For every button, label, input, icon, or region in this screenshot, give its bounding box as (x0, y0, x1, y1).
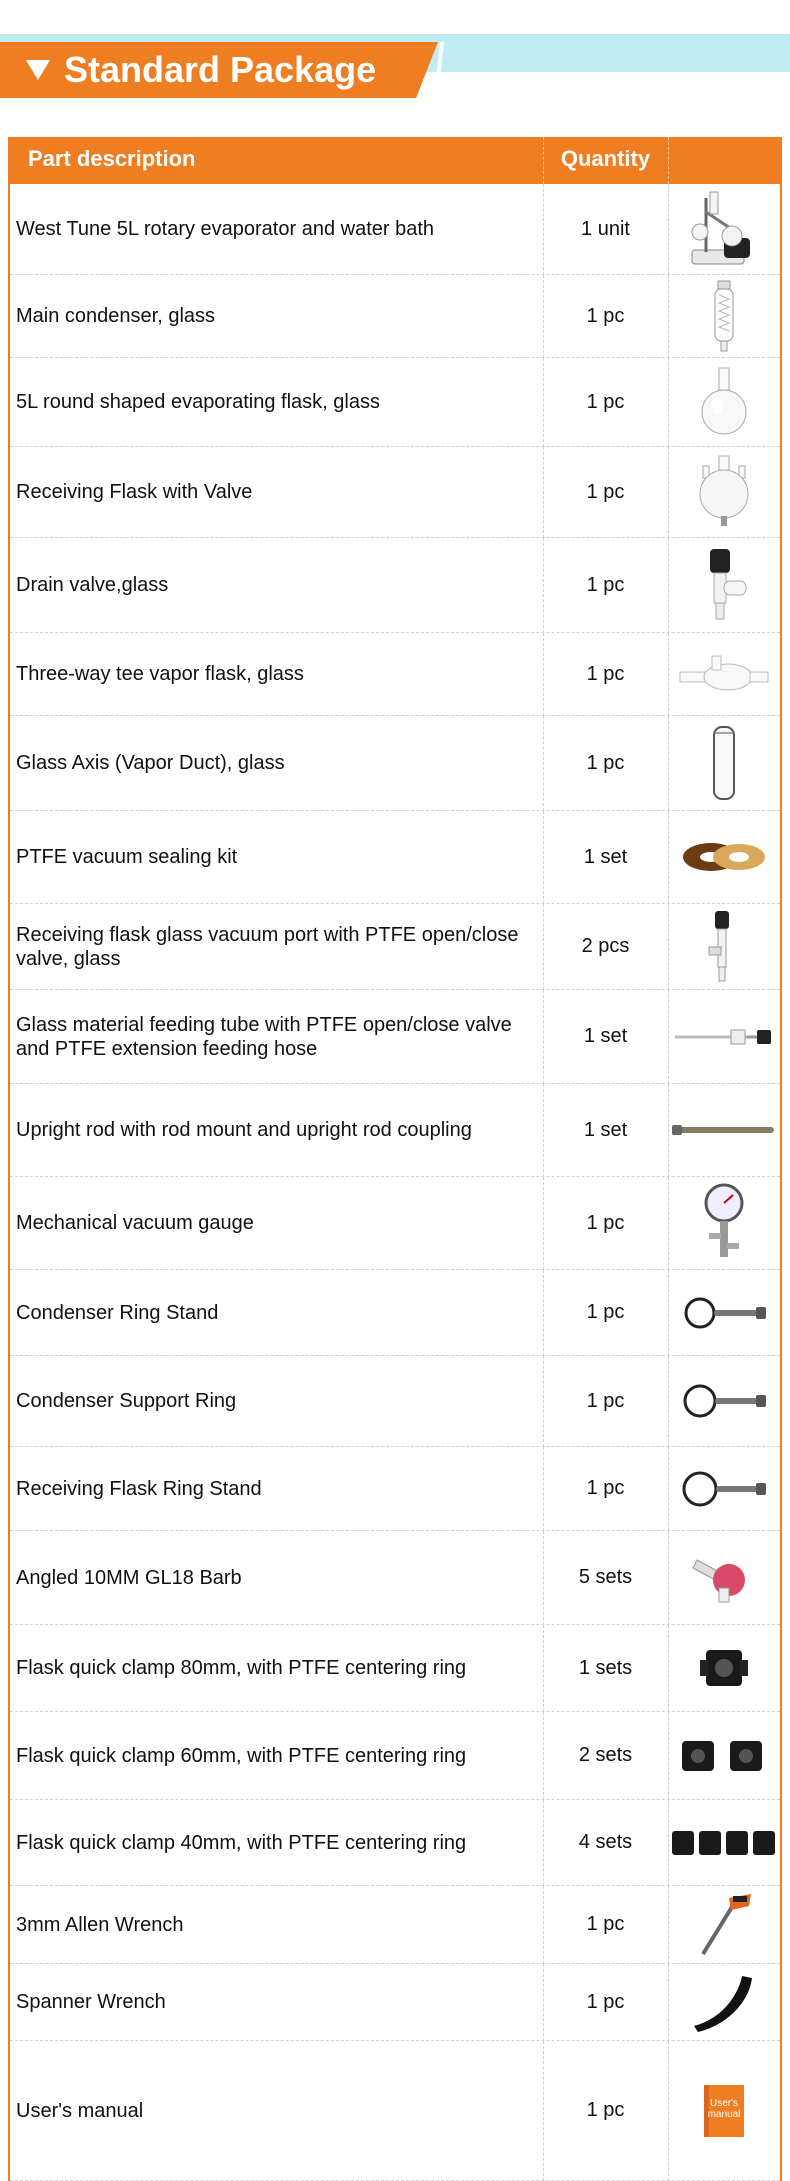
part-quantity: 1 pc (586, 573, 625, 596)
part-description: Receiving flask glass vacuum port with PTFE open/close valve, glass (16, 923, 519, 970)
column-divider (668, 1177, 669, 1270)
column-divider (543, 358, 544, 447)
table-row (10, 633, 780, 716)
part-quantity: 1 pc (586, 1389, 625, 1412)
column-divider (668, 1886, 669, 1964)
part-description: Glass Axis (Vapor Duct), glass (16, 752, 285, 774)
table-row (10, 716, 780, 811)
column-divider (543, 1964, 544, 2041)
part-quantity: 1 set (583, 1025, 628, 1047)
table-row (10, 990, 780, 1084)
part-description: Condenser Support Ring (16, 1390, 237, 1412)
column-divider (543, 716, 544, 811)
column-divider (543, 1177, 544, 1270)
header-divider (543, 137, 544, 184)
table-row (10, 1356, 780, 1447)
column-divider (543, 990, 544, 1084)
column-divider (543, 811, 544, 904)
manual-cover-text: User's manual (707, 2097, 741, 2120)
condenser-icon (668, 275, 780, 357)
part-description: Condenser Ring Stand (16, 1301, 219, 1324)
column-divider (543, 1886, 544, 1964)
vacuum-gauge-icon (668, 1177, 780, 1269)
part-description: 3mm Allen Wrench (16, 1913, 184, 1936)
part-quantity: 2 pcs (581, 935, 630, 957)
column-divider (668, 1712, 669, 1800)
table-row (10, 1886, 780, 1964)
manual-icon (668, 2041, 780, 2180)
vacuum-port-icon (668, 904, 780, 989)
tee-flask-icon (668, 633, 780, 715)
part-quantity: 1 set (583, 1118, 628, 1141)
barb-icon (668, 1531, 780, 1624)
column-divider (668, 1531, 669, 1625)
part-description: Flask quick clamp 60mm, with PTFE centering ring (16, 1744, 467, 1767)
table-row (10, 811, 780, 904)
part-quantity: 1 set (583, 845, 628, 868)
drain-valve-icon (668, 538, 780, 632)
column-divider (668, 1447, 669, 1531)
part-description: Mechanical vacuum gauge (16, 1212, 254, 1234)
table-row (10, 184, 780, 275)
column-divider (668, 811, 669, 904)
header-divider (668, 137, 669, 184)
support-ring-icon (668, 1356, 780, 1446)
part-description: West Tune 5L rotary evaporator and water bath (16, 218, 435, 240)
part-description: 5L round shaped evaporating flask, glass (16, 391, 380, 413)
column-divider (543, 1356, 544, 1447)
column-divider (668, 1084, 669, 1177)
column-divider (668, 2041, 669, 2181)
table-row (10, 1270, 780, 1356)
part-description: Drain valve,glass (16, 574, 169, 596)
table-row (10, 358, 780, 447)
table-row (10, 1447, 780, 1531)
column-divider (543, 904, 544, 990)
part-description: Receiving Flask with Valve (16, 481, 253, 503)
part-quantity: 1 pc (586, 480, 625, 503)
part-quantity: 4 sets (578, 1831, 633, 1853)
feeding-tube-icon (668, 990, 780, 1083)
table-row (10, 1625, 780, 1712)
column-divider (543, 2041, 544, 2181)
column-divider (668, 358, 669, 447)
column-divider (543, 633, 544, 716)
column-divider (543, 1084, 544, 1177)
table-row (10, 1177, 780, 1270)
table-row (10, 1712, 780, 1800)
part-description: Flask quick clamp 40mm, with PTFE centering ring (16, 1831, 467, 1854)
clamp-40-icon (668, 1800, 780, 1885)
part-quantity: 5 sets (578, 1566, 633, 1588)
table-row (10, 275, 780, 358)
table-row (10, 538, 780, 633)
allen-wrench-icon (668, 1886, 780, 1963)
part-description: Glass material feeding tube with PTFE open/close valve and PTFE extension feeding hose (16, 1013, 512, 1060)
column-divider (543, 1447, 544, 1531)
part-description: User's manual (16, 2099, 144, 2122)
spanner-wrench-icon (668, 1964, 780, 2040)
part-quantity: 1 pc (586, 1477, 625, 1499)
column-divider (543, 1625, 544, 1712)
part-description: Main condenser, glass (16, 305, 216, 327)
part-quantity: 1 pc (586, 1990, 625, 2013)
column-divider (668, 1270, 669, 1356)
round-flask-icon (668, 358, 780, 446)
part-quantity: 1 sets (578, 1656, 633, 1679)
column-divider (668, 1356, 669, 1447)
column-divider (543, 184, 544, 275)
part-description: Receiving Flask Ring Stand (16, 1477, 262, 1500)
part-description: Angled 10MM GL18 Barb (16, 1566, 242, 1589)
part-quantity: 1 pc (586, 304, 625, 327)
column-divider (543, 538, 544, 633)
part-quantity: 1 pc (586, 662, 625, 685)
part-quantity: 1 pc (586, 1211, 625, 1234)
column-divider (543, 1800, 544, 1886)
table-row (10, 2041, 780, 2181)
column-divider (668, 1800, 669, 1886)
table-row (10, 447, 780, 538)
column-divider (668, 633, 669, 716)
part-description: Upright rod with rod mount and upright rod coupling (16, 1119, 472, 1141)
upright-rod-icon (668, 1084, 780, 1176)
receiving-flask-icon (668, 447, 780, 537)
column-divider (668, 447, 669, 538)
column-divider (543, 1531, 544, 1625)
part-quantity: 1 unit (581, 217, 630, 240)
column-divider (543, 1270, 544, 1356)
rotary-evaporator-icon (668, 184, 780, 274)
table-row (10, 1084, 780, 1177)
clamp-60-icon (668, 1712, 780, 1799)
column-divider (543, 275, 544, 358)
part-description: Spanner Wrench (16, 1991, 166, 2013)
flask-ring-stand-icon (668, 1447, 780, 1530)
header-part-description: Part description (28, 146, 196, 171)
part-description: Three-way tee vapor flask, glass (16, 663, 304, 685)
table-row (10, 904, 780, 990)
part-quantity: 1 pc (586, 2099, 625, 2121)
sealing-kit-icon (668, 811, 780, 903)
part-quantity: 1 pc (586, 1301, 625, 1323)
ring-stand-icon (668, 1270, 780, 1355)
part-description: PTFE vacuum sealing kit (16, 846, 238, 868)
column-divider (668, 990, 669, 1084)
header-quantity: Quantity (560, 146, 651, 171)
table-row (10, 1800, 780, 1886)
package-table (8, 137, 782, 2181)
column-divider (668, 184, 669, 275)
table-row (10, 1531, 780, 1625)
column-divider (668, 538, 669, 633)
column-divider (668, 1964, 669, 2041)
table-header (10, 137, 780, 184)
triangle-down-icon (26, 60, 50, 80)
clamp-80-icon (668, 1625, 780, 1711)
part-quantity: 2 sets (578, 1744, 633, 1766)
column-divider (543, 1712, 544, 1800)
section-title: Standard Package (64, 49, 377, 90)
table-row (10, 1964, 780, 2041)
column-divider (543, 447, 544, 538)
column-divider (668, 275, 669, 358)
part-quantity: 1 pc (586, 751, 625, 774)
column-divider (668, 1625, 669, 1712)
vapor-duct-icon (668, 716, 780, 810)
column-divider (668, 904, 669, 990)
part-quantity: 1 pc (586, 390, 625, 413)
part-quantity: 1 pc (586, 1913, 625, 1935)
column-divider (668, 716, 669, 811)
part-description: Flask quick clamp 80mm, with PTFE centering ring (16, 1657, 467, 1679)
